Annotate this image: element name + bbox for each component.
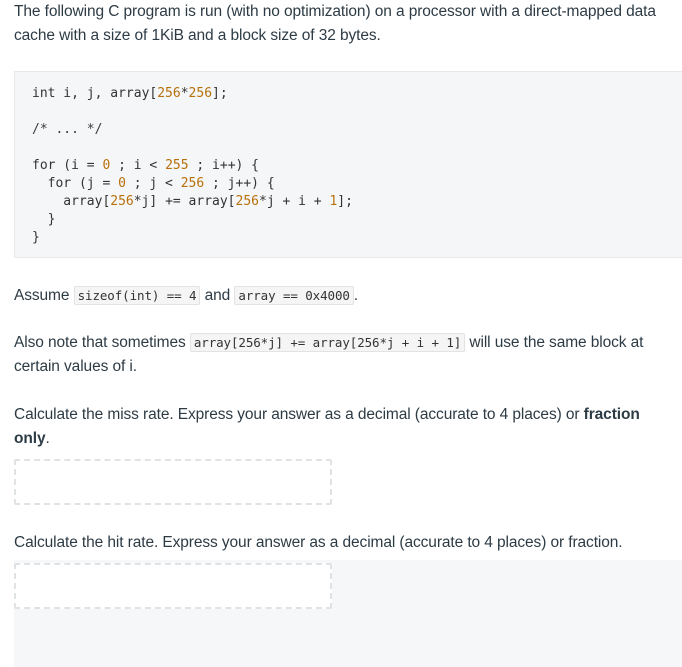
code-block: [14, 71, 682, 258]
code-comment: /* ... */: [32, 122, 103, 137]
miss-rate-question: Calculate the miss rate. Express your answer as a decimal (accurate to 4 places) or fraction only.: [14, 406, 640, 447]
hit-rate-answer-input[interactable]: [14, 563, 332, 609]
note-text: Also note that sometimes array[256*j] += array[256*j + i + 1] will use the same block at certain values of i.: [14, 334, 644, 375]
c-program-code: int i, j, array[256*256]; /* ... */ for (i = 0 ; i < 255 ; i++) { for (j = 0 ; j < 256 ; j++) { array[256*j] += array[256*j + i + 1]; } }: [32, 86, 353, 245]
problem-intro: The following C program is run (with no optimization) on a processor with a direct-mapped data cache with a size of 1KiB and a block size of 32 bytes.: [14, 3, 656, 44]
sizeof-code: sizeof(int) == 4: [74, 286, 201, 305]
hit-rate-question: Calculate the hit rate. Express your answer as a decimal (accurate to 4 places) or fraction.: [14, 534, 623, 551]
assumption-text: Assume sizeof(int) == 4 and array == 0x4000 .: [14, 287, 359, 304]
miss-rate-answer-input[interactable]: [14, 459, 332, 505]
array-expression-code: array[256*j] += array[256*j + i + 1]: [190, 333, 465, 352]
array-address-code: array == 0x4000: [234, 286, 353, 305]
